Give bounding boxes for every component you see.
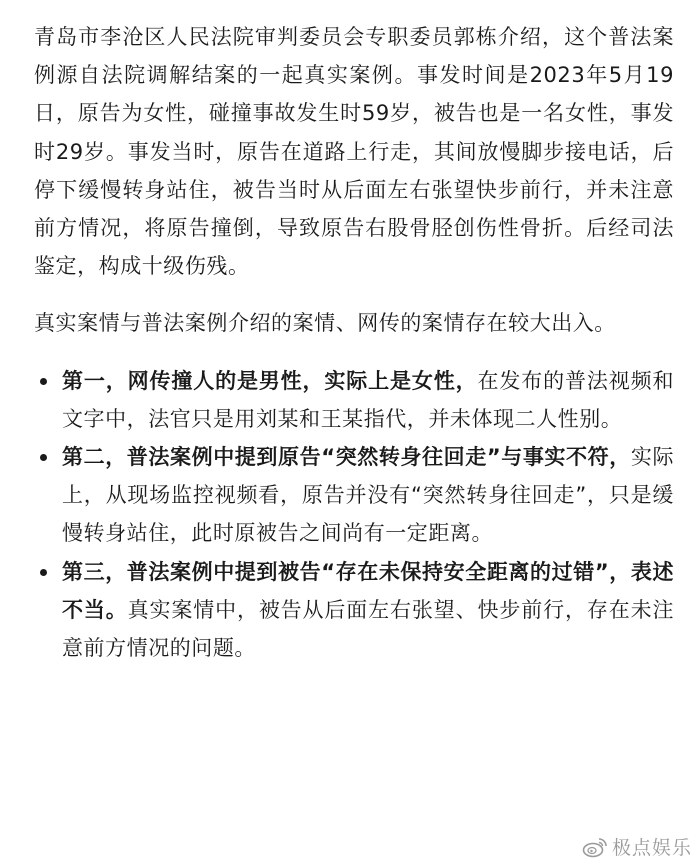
list-item xyxy=(34,438,674,553)
list-item-lead: 第二，普法案例中提到原告“突然转身往回走”与事实不符， xyxy=(62,445,631,470)
list-item xyxy=(34,553,674,668)
list-item-text: 真实案情中，被告从后面左右张望、快步前行，存在未注意前方情况的问题。 xyxy=(62,597,674,661)
list-item-text: 在发布的普法视频和文字中，法官只是用刘某和王某指代，并未体现二人性别。 xyxy=(62,368,674,431)
article-body xyxy=(34,18,674,667)
list-item-lead: 第一，网传撞人的是男性，实际上是女性， xyxy=(62,368,478,393)
bullet-dot-icon xyxy=(40,569,47,576)
bullet-dot-icon xyxy=(40,454,47,461)
discrepancy-list xyxy=(34,362,674,668)
watermark xyxy=(582,833,692,860)
list-item xyxy=(34,362,674,438)
weibo-logo-icon xyxy=(582,836,608,858)
article-paragraph-discrepancy: 真实案情与普法案例介绍的案情、网传的案情存在较大出入。 xyxy=(34,311,616,336)
article-paragraph-intro: 青岛市李沧区人民法院审判委员会专职委员郭栋介绍，这个普法案例源自法院调解结案的一起真实案例。事发时间是2023年5月19日，原告为女性，碰撞事故发生时59岁，被告也是一名女性，事发时29岁。事发当时，原告在道路上行走，其间放慢脚步接电话，后停下缓慢转身站住，被告当时从后面左右张望快步前行，并未注意前方情况，将原告撞倒，导致原告右股骨胫创伤性骨折。后经司法鉴定，构成十级伤残。 xyxy=(34,25,674,279)
list-item-lead: 第三，普法案例中提到被告“存在未保持安全距离的过错”，表述不当。 xyxy=(62,559,674,622)
list-item-text: 实际上，从现场监控视频看，原告并没有“突然转身往回走”，只是缓慢转身站住，此时原被告之间尚有一定距离。 xyxy=(62,445,674,546)
watermark-text: 极点娱乐 xyxy=(611,837,692,859)
bullet-dot-icon xyxy=(40,378,47,385)
